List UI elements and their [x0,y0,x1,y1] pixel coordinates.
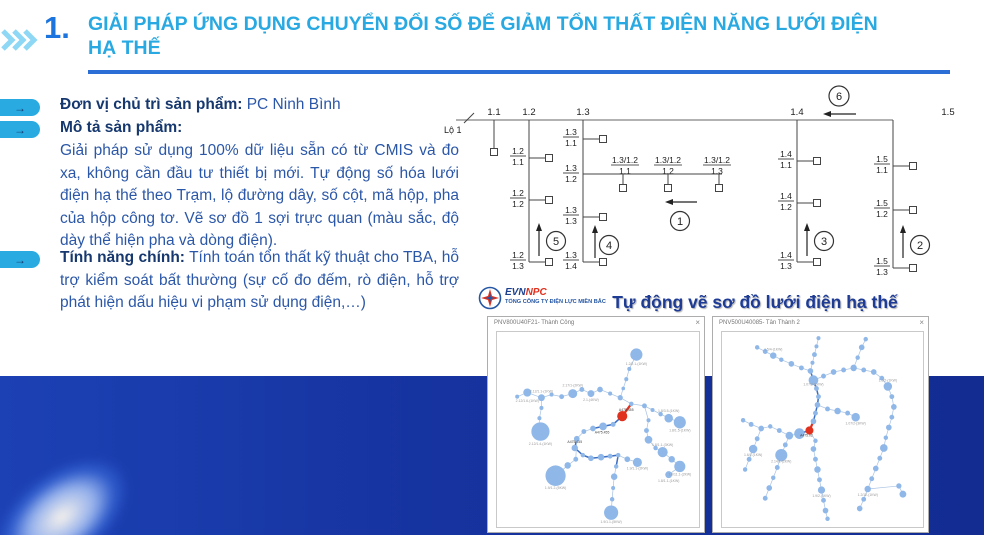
frac-top: 1.4 [780,191,792,201]
svg-text:1.3/2-(1KW): 1.3/2-(1KW) [878,378,897,383]
frac-bot: 1.3 [711,166,723,176]
frac-bot: 1.3 [780,261,792,271]
svg-text:1.6/1-(1KW): 1.6/1-(1KW) [743,453,763,458]
frac-bot: 1.1 [876,165,888,175]
title-number: 1. [44,10,70,45]
pole-label: 1.4 [790,107,804,118]
svg-text:A475.455: A475.455 [618,408,634,413]
network-graph-thanh-cong [497,332,699,527]
svg-text:1.8/3.5-(1KW): 1.8/3.5-(1KW) [658,409,680,414]
circled-number: 2 [916,240,924,252]
fraction-bars [510,137,890,266]
feature-label: Tính năng chính: [60,249,185,266]
bullet-arrow-pill [0,121,40,138]
feature-paragraph [60,247,459,315]
pole-label: 1.1 [487,107,501,118]
pole-label: 1.5 [941,107,955,118]
pole-labels [487,107,954,118]
svg-text:2.14/1-(2KW): 2.14/1-(2KW) [771,459,792,464]
circled-number: 4 [605,240,613,252]
svg-text:1.9/1.2-(5KW): 1.9/1.2-(5KW) [544,486,567,491]
svg-text:2.1-(4KW): 2.1-(4KW) [583,397,599,402]
svg-text:A475.02: A475.02 [800,433,813,438]
frac-top: 1.3/1.2 [704,155,730,165]
svg-text:1.9/1.1-(5KW): 1.9/1.1-(5KW) [600,519,622,524]
svg-text:1.5/4-(1KW): 1.5/4-(1KW) [764,347,783,352]
circled-numbers [547,86,930,255]
arrow-icon: → [14,122,26,137]
svg-text:1.8/1.5-(1KW): 1.8/1.5-(1KW) [669,428,691,433]
frac-top: 1.3 [565,205,577,215]
frac-top: 1.2 [512,146,524,156]
screenshot-panel-thanh-cong [487,316,705,533]
circled-number: 5 [552,236,560,248]
arrow-icon: → [14,100,26,115]
circled-number: 6 [835,91,843,103]
panel-title: PNV500U40085- Tân Thành 2 [719,320,800,326]
frac-top: 1.5 [876,256,888,266]
light-streak-decoration [0,370,208,535]
fraction-labels [512,127,888,277]
frac-top: 1.3/1.2 [655,155,681,165]
pole-label: 1.3 [576,107,590,118]
svg-text:1.8/11.1-(2KW): 1.8/11.1-(2KW) [668,472,692,477]
brand-wordmark [505,287,547,298]
svg-text:1.9/2-(1KW): 1.9/2-(1KW) [812,494,831,499]
frac-bot: 1.4 [565,261,577,271]
frac-bot: 1.2 [876,209,888,219]
lead-label: Đơn vị chủ trì sản phẩm: [60,96,243,113]
circled-number: 3 [820,236,828,248]
network-graph-container [721,331,924,528]
feeder-label: Lộ 1 [444,125,462,135]
brand-evn: EVN [505,287,526,298]
svg-text:1.8/1.1-(3KW): 1.8/1.1-(3KW) [651,442,674,447]
svg-text:2.12/1.6-(1KW): 2.12/1.6-(1KW) [515,398,539,403]
grid-one-line-diagram [440,85,984,300]
diagram-lines [464,113,909,268]
frac-bot: 1.3 [512,261,524,271]
frac-bot: 1.3 [565,216,577,226]
frac-top: 1.5 [876,198,888,208]
frac-top: 1.2 [512,188,524,198]
frac-top: 1.5 [876,154,888,164]
lead-line [60,94,459,117]
frac-bot: 1.1 [780,160,792,170]
left-text-column [60,94,459,253]
close-icon[interactable]: × [695,318,700,327]
bullet-arrow-pill [0,251,40,268]
svg-text:2.12/1.4-(1KW): 2.12/1.4-(1KW) [528,441,553,446]
frac-top: 1.3 [565,127,577,137]
arrow-icon: → [14,252,26,267]
svg-text:1.07/2-(1KW): 1.07/2-(1KW) [803,382,824,387]
frac-top: 1.4 [780,149,792,159]
bullet-arrow-pill [0,99,40,116]
frac-top: 1.4 [780,250,792,260]
close-icon[interactable]: × [919,318,924,327]
svg-text:A475.455: A475.455 [567,439,583,444]
svg-text:A475.455: A475.455 [594,430,610,435]
feature-text: Tính toán tổn thất kỹ thuật cho TBA, hỗ trợ kiểm soát bất thường (sự cố đo đếm, rò điện, hỗ trợ phát hiện dấu hiệu vi phạm sử dụng điện,…) [60,249,460,311]
network-graph-container [496,331,700,528]
title-rule [88,70,950,74]
svg-text:1.2/12-(1KW): 1.2/12-(1KW) [857,493,878,498]
frac-top: 1.3 [565,163,577,173]
circled-number: 1 [676,216,684,228]
network-graph-tan-thanh-2 [722,332,923,527]
frac-bot: 1.2 [512,199,524,209]
description-label: Mô tả sản phẩm: [60,118,183,136]
frac-bot: 1.2 [780,202,792,212]
svg-text:1.2/2.1-(1KW): 1.2/2.1-(1KW) [625,361,648,366]
brand-subtitle: TỔNG CÔNG TY ĐIỆN LỰC MIỀN BẮC [505,299,606,305]
figure-caption: Tự động vẽ sơ đồ lưới điện hạ thế [612,292,898,312]
evnnpc-logo [478,286,606,312]
pole-label: 1.2 [522,107,536,118]
frac-bot: 1.3 [876,267,888,277]
page-title: GIẢI PHÁP ỨNG DỤNG CHUYỂN ĐỔI SỐ ĐỂ GIẢM TỔN THẤT ĐIỆN NĂNG LƯỚI ĐIỆN HẠ THẾ [88,13,878,59]
evn-star-icon [478,286,502,310]
description-text: Giải pháp sử dụng 100% dữ liệu sẵn có từ CMIS và đo xa, không cần đầu tư thiết bị mới. Tự động số hóa lưới điện hạ thế theo Trạm, lộ đường dây, số cột, mã hộp, pha của hộp công tơ. Vẽ sơ đồ 1 sợi trực quan (màu sắc, độ dày thể hiện pha và dòng điện). [60,142,459,249]
svg-text:1.9/1.1-(2KW): 1.9/1.1-(2KW) [626,466,649,471]
frac-bot: 1.1 [512,157,524,167]
frac-bot: 1.2 [565,174,577,184]
svg-text:2.17/1-(2KW): 2.17/1-(2KW) [562,383,583,388]
frac-top: 1.2 [512,250,524,260]
lead-value: PC Ninh Bình [242,96,341,113]
svg-text:1.07/2-(3KW): 1.07/2-(3KW) [845,421,866,426]
frac-bot: 1.1 [565,138,577,148]
frac-bot: 1.1 [619,166,631,176]
frac-bot: 1.2 [662,166,674,176]
frac-top: 1.3 [565,250,577,260]
frac-top: 1.3/1.2 [612,155,638,165]
svg-text:1.8/1.1-(1KW): 1.8/1.1-(1KW) [658,478,680,483]
svg-text:2.12/1.1-(1KW): 2.12/1.1-(1KW) [529,389,554,394]
screenshot-panel-tan-thanh-2 [712,316,929,533]
chevrons-icon [0,28,40,52]
brand-npc: NPC [525,287,547,298]
panel-title: PNV800U40F21- Thành Công [494,320,575,326]
